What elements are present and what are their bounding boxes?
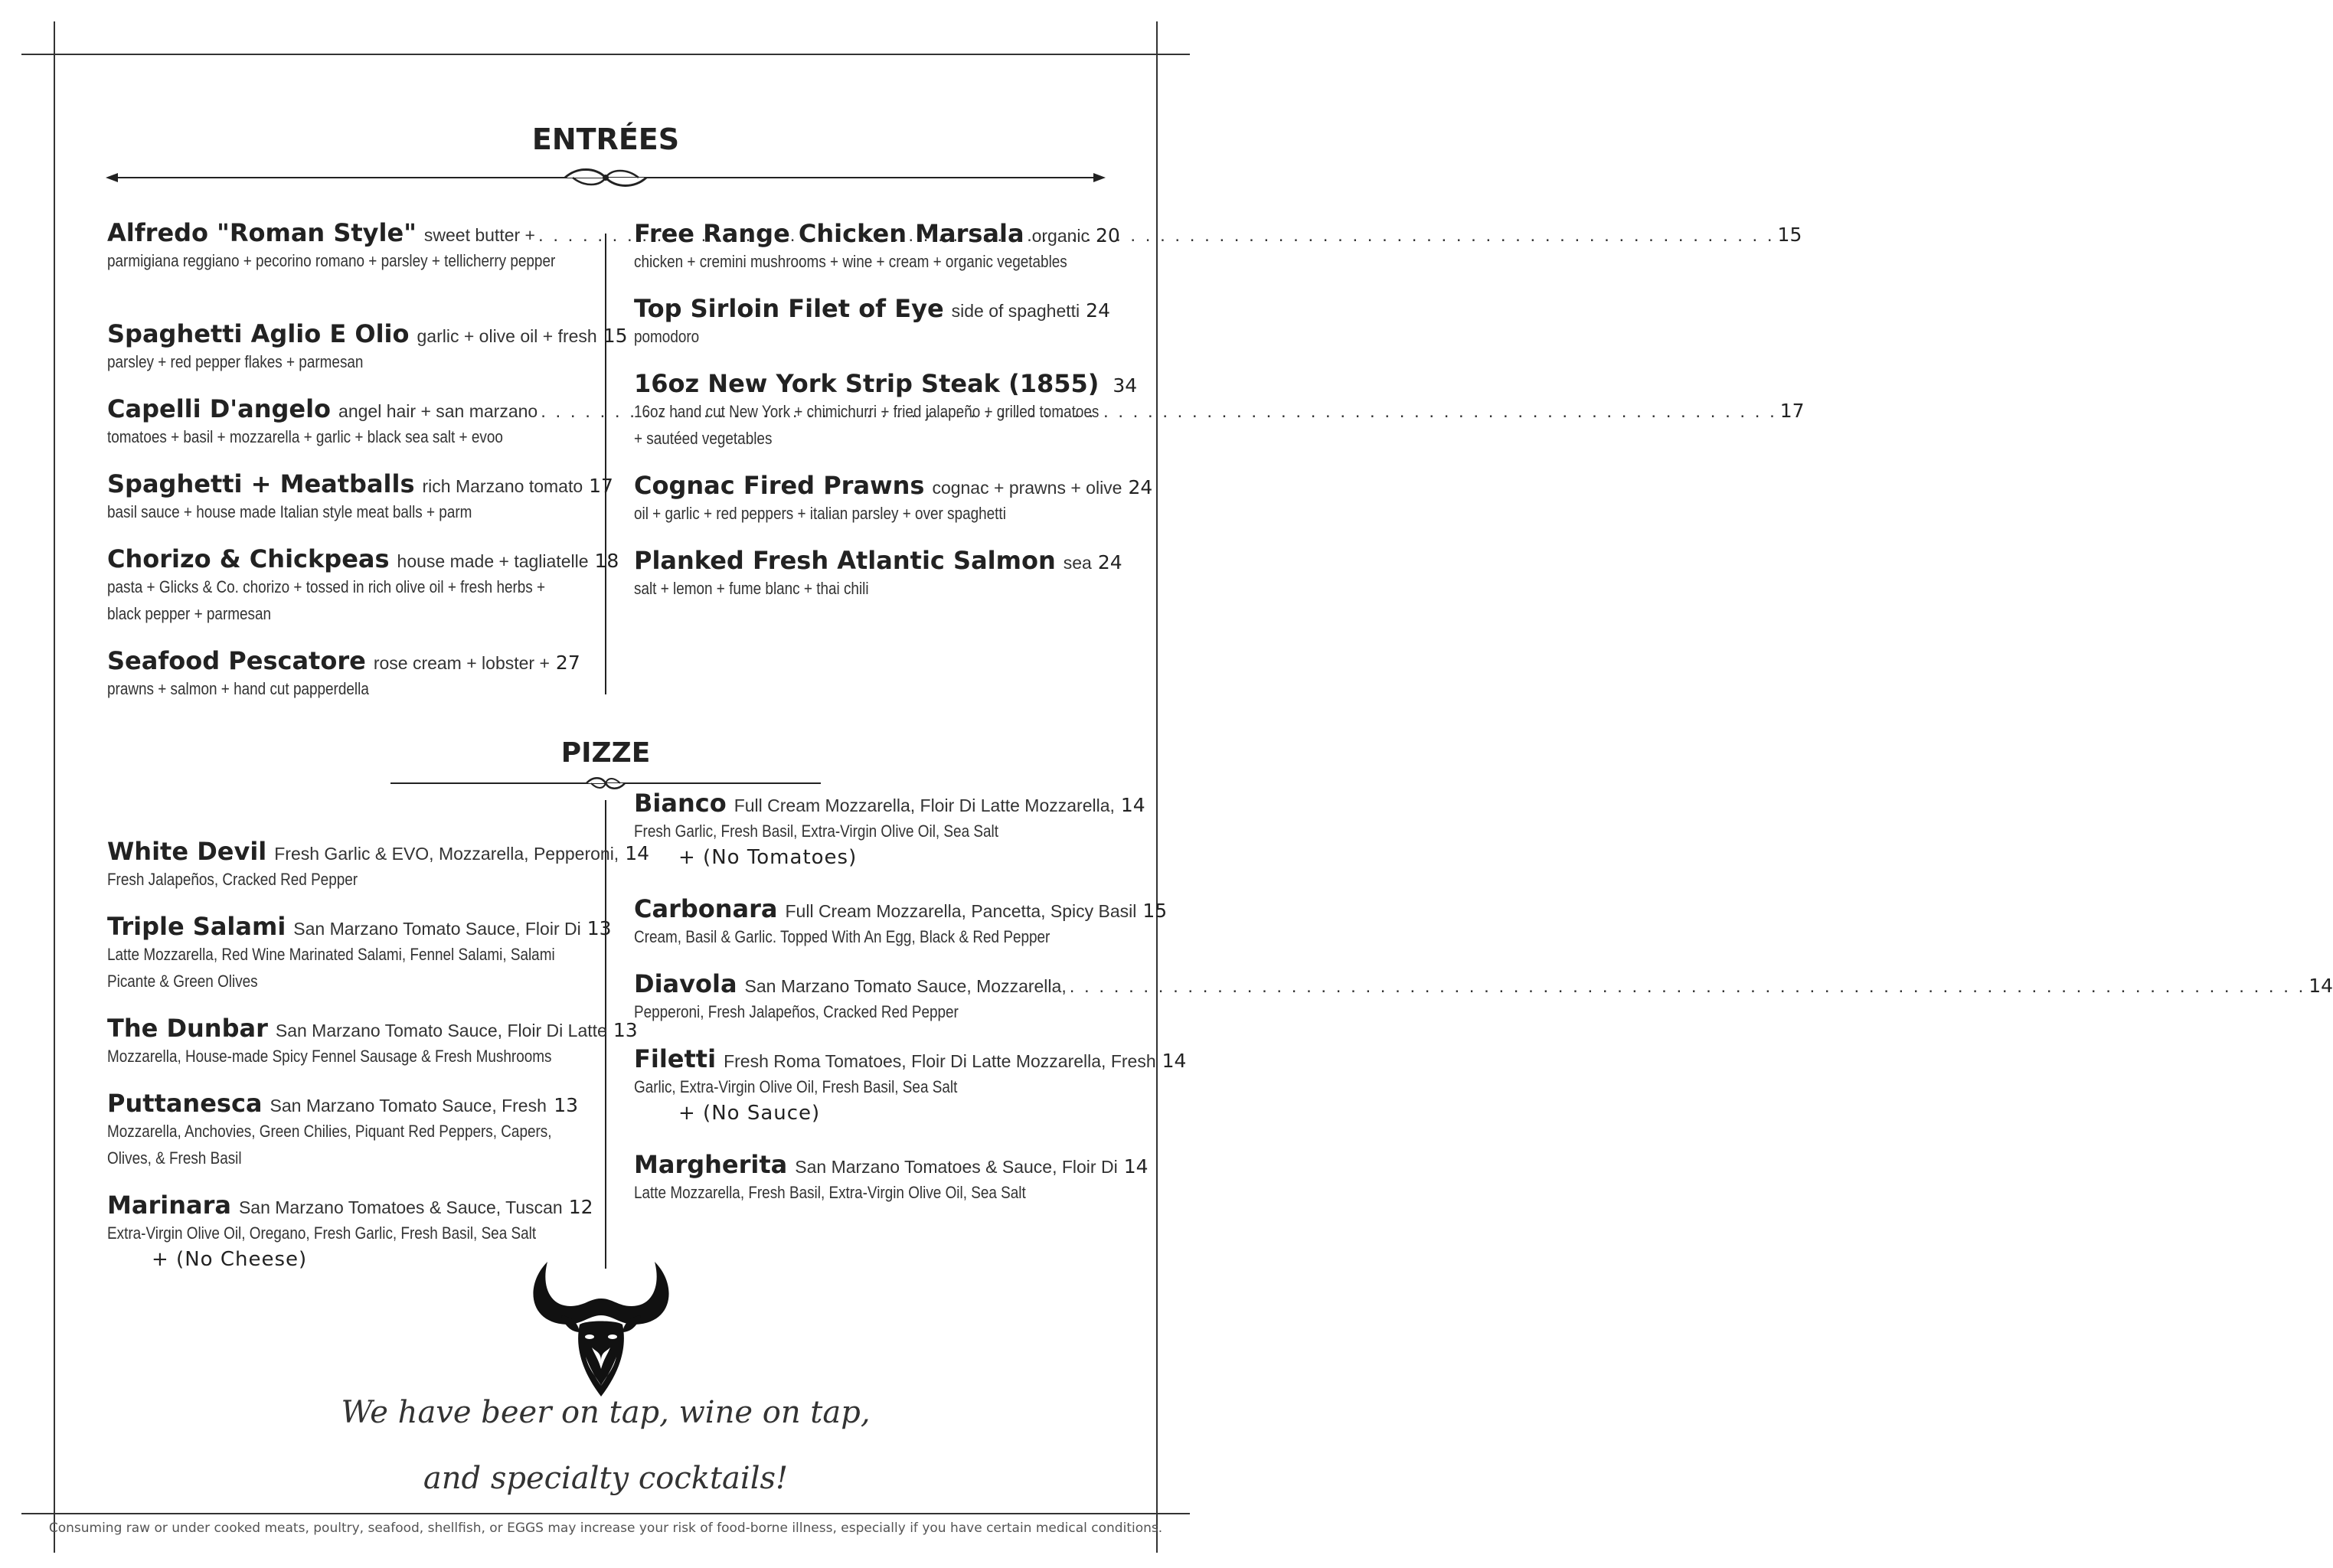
item-price: 14 [1123, 1155, 1149, 1178]
item-price: 24 [1086, 299, 1110, 322]
entrees-divider [106, 165, 1106, 190]
item-price: 14 [1162, 1050, 1187, 1072]
frame-top-line [21, 54, 1190, 55]
item-lead: San Marzano Tomatoes & Sauce, Floir Di [795, 1157, 1118, 1177]
item-price: 34 [1113, 374, 1138, 397]
item-description: Mozzarella, House-made Spicy Fennel Sausage & Fresh Mushrooms [107, 1047, 552, 1066]
item-name: Free Range Chicken Marsala [634, 219, 1024, 248]
menu-item [107, 469, 613, 544]
item-price: 13 [554, 1094, 578, 1116]
item-name: Alfredo "Roman Style" [107, 218, 417, 247]
item-lead: San Marzano Tomato Sauce, Fresh [270, 1096, 547, 1116]
item-description: Cream, Basil & Garlic. Topped With An Egg, Black & Red Pepper [634, 927, 1051, 946]
item-description: Fresh Jalapeños, Cracked Red Pepper [107, 870, 358, 889]
menu-item [107, 837, 650, 912]
menu-item [107, 544, 619, 646]
item-note: + (No Tomatoes) [678, 846, 858, 869]
item-description: parmigiana reggiano + pecorino romano + parsley + tellicherry pepper [107, 251, 556, 270]
item-price: 15 [1142, 900, 1168, 922]
frame-right-line [1156, 21, 1158, 1553]
item-price: 14 [625, 842, 650, 864]
item-description: basil sauce + house made Italian style meat balls + parm [107, 502, 472, 521]
item-lead: Full Cream Mozzarella, Pancetta, Spicy Basil [785, 901, 1137, 921]
item-name: Seafood Pescatore [107, 646, 366, 675]
item-price: 24 [1128, 476, 1153, 498]
item-lead: San Marzano Tomato Sauce, Floir Di [293, 919, 581, 939]
item-name: 16oz New York Strip Steak (1855) [634, 369, 1100, 398]
menu-item [634, 471, 1153, 546]
item-lead: side of spaghetti [951, 301, 1080, 321]
item-name: Top Sirloin Filet of Eye [634, 294, 944, 323]
item-price: 14 [1120, 794, 1145, 816]
item-price: 20 [1096, 224, 1120, 247]
frame-left-line [54, 21, 55, 1553]
item-lead: San Marzano Tomatoes & Sauce, Tuscan [238, 1197, 563, 1217]
tagline-line-2: and specialty cocktails! [423, 1461, 789, 1496]
item-lead: angel hair + san marzano [338, 401, 538, 421]
item-lead: organic [1031, 226, 1090, 246]
item-lead: sea [1063, 553, 1092, 573]
menu-item [634, 789, 1145, 894]
item-lead: Fresh Garlic & EVO, Mozzarella, Pepperoni, [274, 844, 619, 864]
item-lead: San Marzano Tomato Sauce, Floir Di Latte [275, 1021, 607, 1040]
dot-leader [550, 1096, 551, 1117]
menu-item [107, 1089, 578, 1191]
item-lead: Full Cream Mozzarella, Floir Di Latte Mozzarella, [734, 795, 1115, 815]
item-lead: house made + tagliatelle [397, 551, 589, 571]
pizze-left-column [107, 837, 650, 1282]
item-description: prawns + salmon + hand cut papperdella [107, 679, 369, 698]
item-price: 13 [587, 917, 612, 939]
menu-item [107, 1191, 593, 1282]
item-name: Capelli D'angelo [107, 394, 332, 423]
item-price: 12 [568, 1196, 593, 1218]
item-lead: cognac + prawns + olive [932, 478, 1122, 498]
item-description: salt + lemon + fume blanc + thai chili [634, 579, 869, 598]
buffalo-head-icon [524, 1262, 678, 1398]
menu-item [634, 1044, 1187, 1150]
entrees-right-column [634, 219, 1153, 621]
item-description: Mozzarella, Anchovies, Green Chilies, Piquant Red Peppers, Capers, Olives, & Fresh Basil [107, 1122, 552, 1168]
menu-item [634, 969, 2333, 1044]
entrees-title: ENTRÉES [531, 122, 680, 156]
item-description: Fresh Garlic, Fresh Basil, Extra-Virgin Olive Oil, Sea Salt [634, 822, 998, 841]
item-lead: rich Marzano tomato [422, 476, 583, 496]
item-description: oil + garlic + red peppers + italian parsley + over spaghetti [634, 504, 1006, 523]
item-lead: San Marzano Tomato Sauce, Mozzarella, [744, 976, 1067, 996]
item-price: 27 [555, 652, 580, 674]
menu-item [634, 546, 1122, 621]
menu-item [107, 1014, 638, 1089]
item-price: 17 [1779, 400, 1805, 422]
item-name: Marinara [107, 1191, 231, 1220]
item-price: 13 [613, 1019, 638, 1041]
menu-item [107, 646, 578, 721]
item-name: Planked Fresh Atlantic Salmon [634, 546, 1056, 575]
pizze-title: PIZZE [560, 737, 651, 769]
item-name: Puttanesca [107, 1089, 263, 1118]
food-safety-disclaimer: Consuming raw or under cooked meats, poultry, seafood, shellfish, or EGGS may increase your risk of food-borne illness, especially if you have certain medical conditions. [48, 1521, 1163, 1536]
item-name: Bianco [634, 789, 727, 818]
item-price: 17 [589, 475, 613, 497]
item-name: Carbonara [634, 894, 778, 923]
item-name: Margherita [634, 1150, 788, 1179]
dot-leader [1070, 976, 2306, 998]
item-description: Pepperoni, Fresh Jalapeños, Cracked Red Pepper [634, 1002, 959, 1021]
item-name: Spaghetti Aglio E Olio [107, 319, 410, 348]
item-description: pomodoro [634, 327, 700, 346]
menu-item [634, 369, 1138, 471]
item-description: Garlic, Extra-Virgin Olive Oil, Fresh Basil, Sea Salt [634, 1077, 958, 1096]
item-name: Cognac Fired Prawns [634, 471, 925, 500]
menu-item [634, 294, 1110, 369]
item-price: 14 [2308, 975, 2333, 997]
pizze-right-column [634, 789, 2333, 1225]
item-price: 24 [1097, 551, 1122, 573]
item-lead: rose cream + lobster + [373, 653, 550, 673]
item-name: Spaghetti + Meatballs [107, 469, 415, 498]
frame-bottom-line [21, 1513, 1190, 1514]
item-price: 15 [1777, 224, 1802, 246]
item-description: pasta + Glicks & Co. chorizo + tossed in rich olive oil + fresh herbs + black pepper + parmesan [107, 577, 546, 623]
item-description: Latte Mozzarella, Fresh Basil, Extra-Virgin Olive Oil, Sea Salt [634, 1183, 1026, 1202]
item-name: Triple Salami [107, 912, 286, 941]
menu-item [634, 1150, 1149, 1225]
menu-item [107, 319, 628, 394]
item-lead: garlic + olive oil + fresh [417, 326, 597, 346]
item-description: 16oz hand cut New York + chimichurri + fried jalapeño + grilled tomatoes + sautéed vegetables [634, 402, 1100, 448]
item-note: + (No Sauce) [678, 1102, 821, 1125]
entrees-column-divider [605, 234, 606, 694]
item-price: 18 [594, 550, 619, 572]
item-price: 15 [603, 325, 628, 347]
menu-item [634, 894, 1168, 969]
item-name: Chorizo & Chickpeas [107, 544, 390, 573]
item-lead: Fresh Roma Tomatoes, Floir Di Latte Mozzarella, Fresh [724, 1051, 1156, 1071]
tagline-line-1: We have beer on tap, wine on tap, [341, 1395, 871, 1430]
item-description: Extra-Virgin Olive Oil, Oregano, Fresh Garlic, Fresh Basil, Sea Salt [107, 1223, 537, 1243]
item-description: tomatoes + basil + mozzarella + garlic + black sea salt + evoo [107, 427, 503, 446]
item-note: + (No Cheese) [152, 1248, 308, 1271]
menu-item [107, 912, 612, 1014]
item-name: White Devil [107, 837, 267, 866]
item-name: The Dunbar [107, 1014, 268, 1043]
item-lead: sweet butter + [423, 225, 535, 245]
item-description: chicken + cremini mushrooms + wine + cream + organic vegetables [634, 252, 1067, 271]
item-description: parsley + red pepper flakes + parmesan [107, 352, 364, 371]
menu-item [634, 219, 1120, 294]
item-name: Diavola [634, 969, 737, 998]
item-description: Latte Mozzarella, Red Wine Marinated Salami, Fennel Salami, Salami Picante & Green Olives [107, 945, 555, 991]
item-name: Filetti [634, 1044, 717, 1073]
